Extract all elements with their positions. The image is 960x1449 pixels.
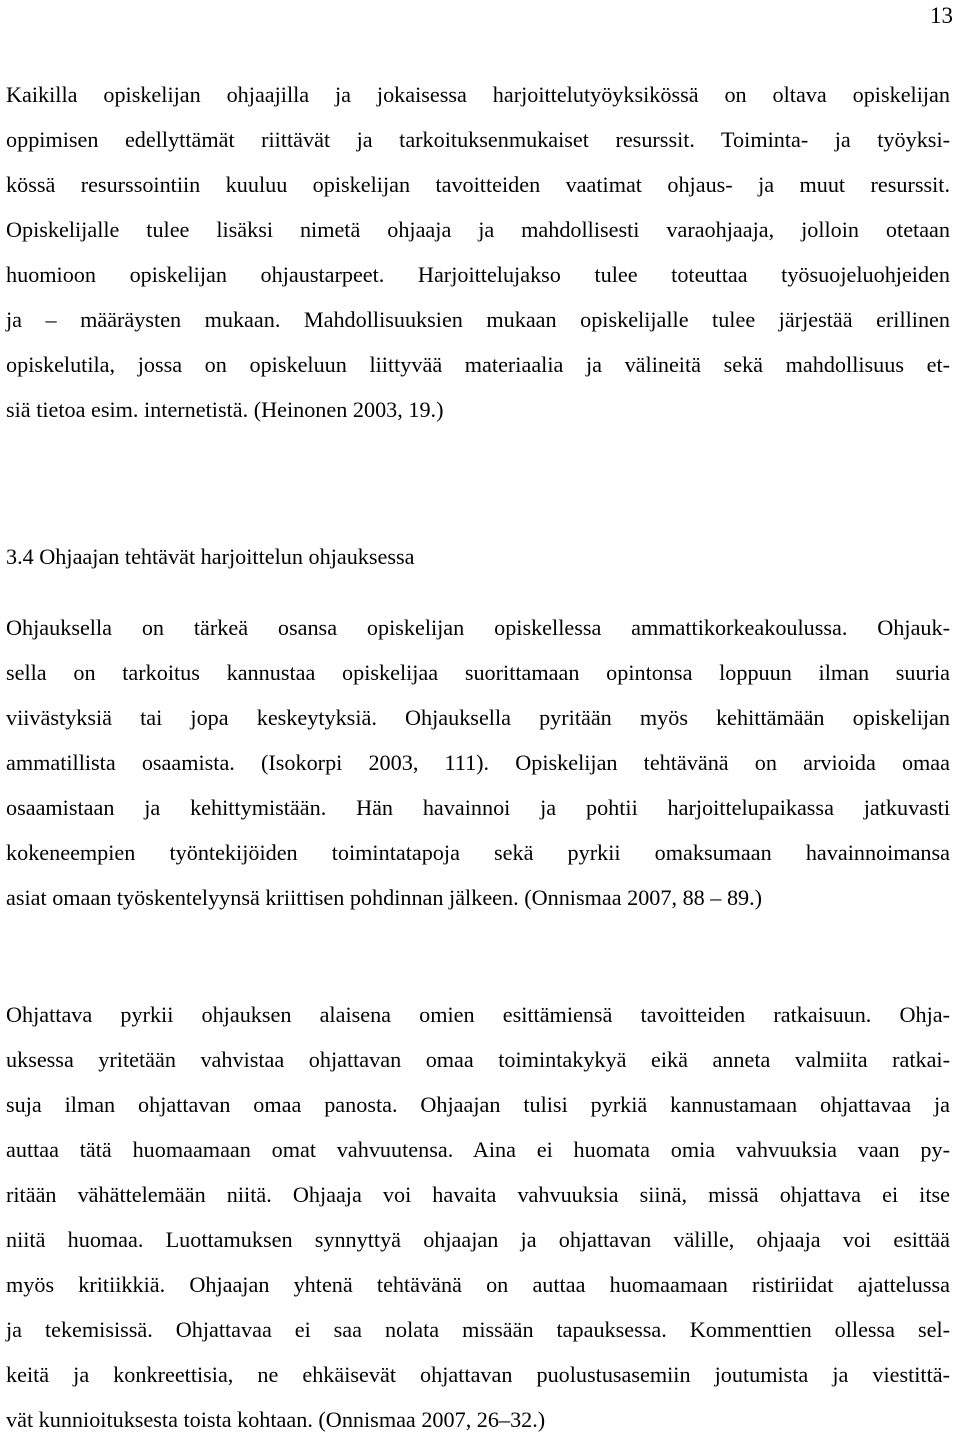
text-line: opiskelutila, jossa on opiskeluun liittyvää materiaalia ja välineitä sekä mahdollisuus et- bbox=[6, 352, 950, 377]
text-line: siä tietoa esim. internetistä. (Heinonen 2003, 19.) bbox=[6, 397, 444, 422]
text-line: sella on tarkoitus kannustaa opiskelijaa suorittamaan opintonsa loppuun ilman suuria bbox=[6, 660, 950, 685]
paragraph-1 bbox=[6, 72, 950, 432]
section-heading: 3.4 Ohjaajan tehtävät harjoittelun ohjauksessa bbox=[6, 544, 415, 569]
text-line: ja – määräysten mukaan. Mahdollisuuksien mukaan opiskelijalle tulee järjestää erillinen bbox=[6, 307, 950, 332]
text-line: kössä resurssointiin kuuluu opiskelijan tavoitteiden vaatimat ohjaus- ja muut resurssit. bbox=[6, 172, 950, 197]
text-line: niitä huomaa. Luottamuksen synnyttyä ohjaajan ja ohjattavan välille, ohjaaja voi esittää bbox=[6, 1227, 950, 1252]
text-line: oppimisen edellyttämät riittävät ja tarkoituksenmukaiset resurssit. Toiminta- ja työyksi- bbox=[6, 127, 950, 152]
text-line: keitä ja konkreettisia, ne ehkäisevät ohjattavan puolustusasemiin joutumista ja viestittä- bbox=[6, 1362, 950, 1387]
text-line: Ohjauksella on tärkeä osansa opiskelijan opiskellessa ammattikorkeakoulussa. Ohjauk- bbox=[6, 615, 950, 640]
text-line: kokeneempien työntekijöiden toimintatapoja sekä pyrkii omaksumaan havainnoimansa bbox=[6, 840, 950, 865]
text-line: Opiskelijalle tulee lisäksi nimetä ohjaaja ja mahdollisesti varaohjaaja, jolloin otetaan bbox=[6, 217, 950, 242]
text-line: asiat omaan työskentelyynsä kriittisen pohdinnan jälkeen. (Onnismaa 2007, 88 – 89.) bbox=[6, 885, 763, 910]
text-line: uksessa yritetään vahvistaa ohjattavan omaa toimintakykyä eikä anneta valmiita ratkai- bbox=[6, 1047, 950, 1072]
text-line: ritään vähättelemään niitä. Ohjaaja voi havaita vahvuuksia siinä, missä ohjattava ei itse bbox=[6, 1182, 950, 1207]
text-line: myös kritiikkiä. Ohjaajan yhtenä tehtävänä on auttaa huomaamaan ristiriidat ajattelussa bbox=[6, 1272, 950, 1297]
text-line: huomioon opiskelijan ohjaustarpeet. Harjoittelujakso tulee toteuttaa työsuojeluohjeiden bbox=[6, 262, 950, 287]
paragraph-3 bbox=[6, 992, 950, 1442]
text-line: auttaa tätä huomaamaan omat vahvuutensa. Aina ei huomata omia vahvuuksia vaan py- bbox=[6, 1137, 950, 1162]
text-line: Ohjattava pyrkii ohjauksen alaisena omien esittämiensä tavoitteiden ratkaisuun. Ohja- bbox=[6, 1002, 950, 1027]
text-line: Kaikilla opiskelijan ohjaajilla ja jokaisessa harjoittelutyöyksikössä on oltava opiskelijan bbox=[6, 82, 950, 107]
page-number: 13 bbox=[930, 3, 953, 28]
paragraph-2 bbox=[6, 605, 950, 920]
text-line: viivästyksiä tai jopa keskeytyksiä. Ohjauksella pyritään myös kehittämään opiskelijan bbox=[6, 705, 950, 730]
text-line: ja tekemisissä. Ohjattavaa ei saa nolata missään tapauksessa. Kommenttien ollessa sel- bbox=[6, 1317, 950, 1342]
text-line: suja ilman ohjattavan omaa panosta. Ohjaajan tulisi pyrkiä kannustamaan ohjattavaa ja bbox=[6, 1092, 950, 1117]
text-line: vät kunnioituksesta toista kohtaan. (Onnismaa 2007, 26–32.) bbox=[6, 1407, 546, 1432]
text-line: ammatillista osaamista. (Isokorpi 2003, 111). Opiskelijan tehtävänä on arvioida omaa bbox=[6, 750, 950, 775]
text-line: osaamistaan ja kehittymistään. Hän havainnoi ja pohtii harjoittelupaikassa jatkuvasti bbox=[6, 795, 950, 820]
